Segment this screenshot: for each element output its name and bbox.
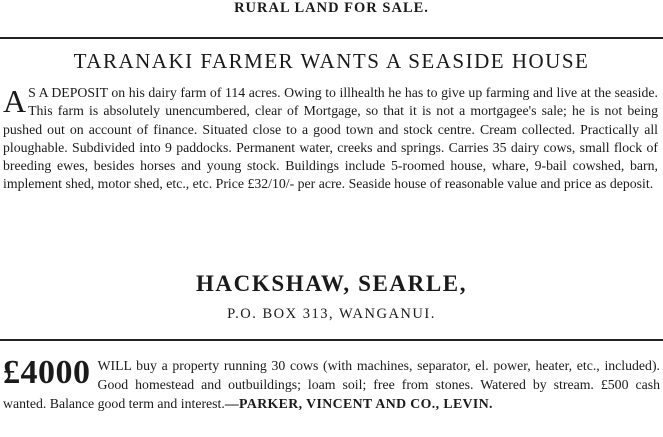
ad2-agent-name: —PARKER, VINCENT AND CO., LEVIN. — [224, 396, 493, 411]
ad1-agent-name: HACKSHAW, SEARLE, — [195, 271, 468, 296]
ad1-lead-text: S A DEPOSIT — [28, 85, 108, 100]
ad1-agent-address: P.O. BOX 313, WANGANUI. — [227, 306, 436, 322]
middle-divider — [0, 339, 663, 341]
ad2-body-text — [3, 356, 660, 413]
top-divider — [0, 37, 663, 39]
ad1-dropcap: A — [3, 83, 27, 119]
ad1-body-copy: on his dairy farm of 114 acres. Owing to illhealth he has to give up farming and live at the seaside. This farm is absolutely unencumbered, clear of Mortgage, so that it is not a mortgagee's sale; he is not being pushed out on account of finance. Situated close to a good town and stock centre. Cream collected. Practically all ploughable. Subdivided into 9 paddocks. Permanent water, creeks and springs. Carries 35 dairy cows, small flock of breeding ewes, besides horses and young stock. Buildings include 5-roomed house, whare, 9-bail cowshed, barn, implement shed, motor shed, etc., etc. Price £32/10/- per acre. Seaside house of reasonable value and price as deposit. — [3, 85, 658, 192]
ad1-headline: TARANAKI FARMER WANTS A SEASIDE HOUSE — [73, 49, 590, 73]
ad1-body-text — [3, 84, 658, 194]
ad2-price: £4000 — [3, 354, 91, 391]
section-title: RURAL LAND FOR SALE. — [234, 0, 429, 16]
ad2-body-copy: WILL buy a property running 30 cows (with machines, separator, el. power, heater, etc., included). Good homestead and outbuildings; loam soil; free from stones. Watered by stream. £500 cash wanted. Balance good term and interest. — [3, 358, 660, 411]
